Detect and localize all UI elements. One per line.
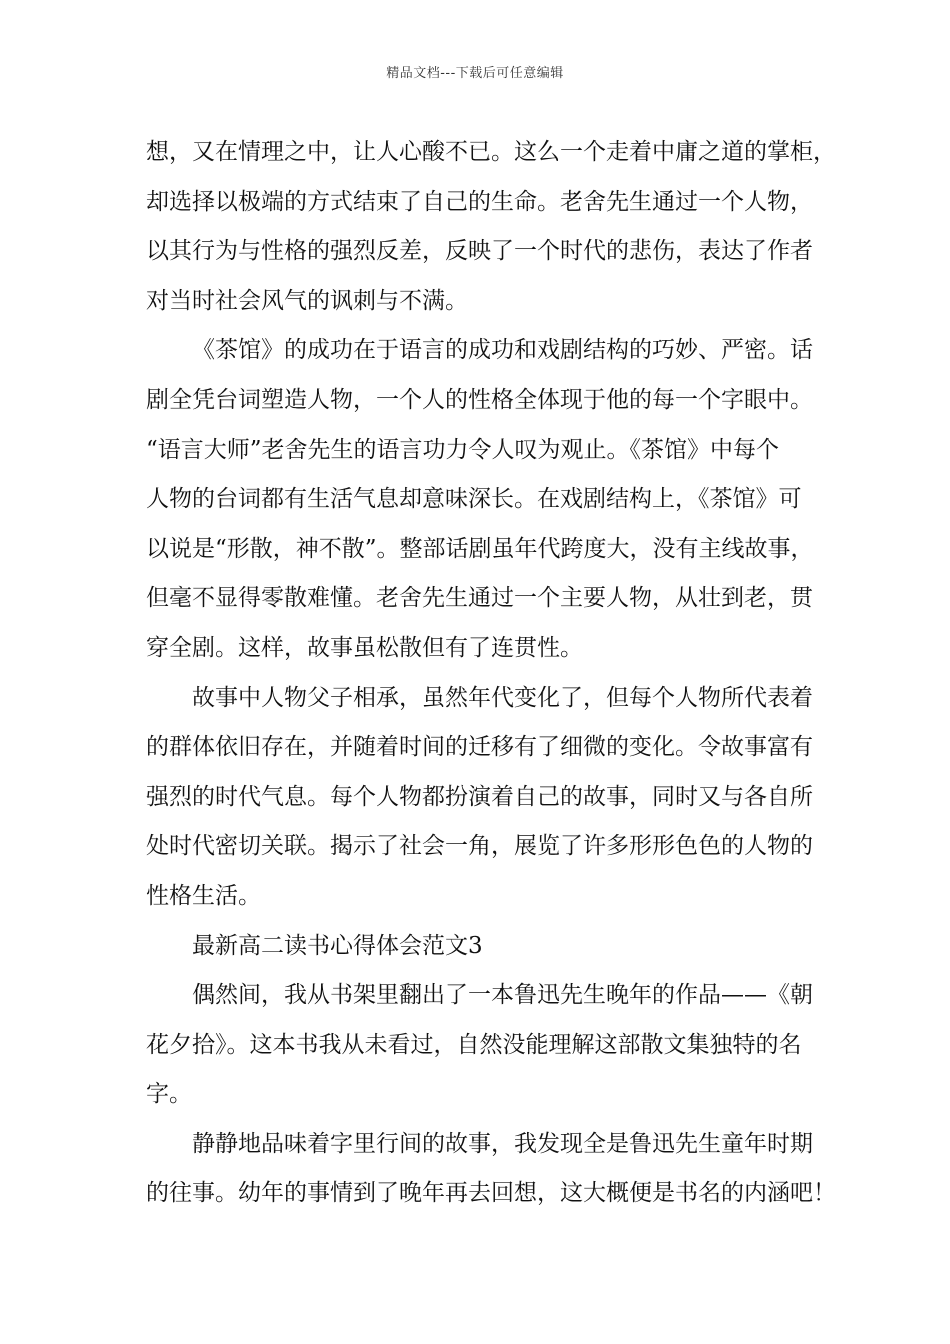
text-line: 故事中人物父子相承，虽然年代变化了，但每个人物所代表着 [192,684,813,711]
text-line: 《茶馆》的成功在于语言的成功和戏剧结构的巧妙、严密。话 [192,337,813,364]
text-line: 的群体依旧存在，并随着时间的迁移有了细微的变化。令故事富有 [146,734,813,761]
text-line: 静静地品味着字里行间的故事，我发现全是鲁迅先生童年时期 [192,1130,813,1157]
text-line: 但毫不显得零散难懂。老舍先生通过一个主要人物，从壮到老，贯 [146,585,813,612]
text-line: 字。 [146,1081,192,1108]
text-line: 的往事。幼年的事情到了晚年再去回想，这大概便是书名的内涵吧！ [146,1180,836,1207]
text-line: 人物的台词都有生活气息却意味深长。在戏剧结构上，《茶馆》可 [146,486,802,513]
text-line: 花夕拾》。这本书我从未看过，自然没能理解这部散文集独特的名 [146,1031,802,1058]
text-line: 偶然间，我从书架里翻出了一本鲁迅先生晚年的作品——《朝 [192,982,813,1009]
text-line: 以说是“形散，神不散”。整部话剧虽年代跨度大，没有主线故事， [146,535,814,562]
text-line: 对当时社会风气的讽刺与不满。 [146,287,468,314]
text-line: 性格生活。 [146,882,261,909]
text-line: “语言大师”老舍先生的语言功力令人叹为观止。《茶馆》中每个 [146,436,780,463]
text-line: 强烈的时代气息。每个人物都扮演着自己的故事，同时又与各自所 [146,783,813,810]
text-line: 却选择以极端的方式结束了自己的生命。老舍先生通过一个人物， [146,188,813,215]
text-line: 想，又在情理之中，让人心酸不已。这么一个走着中庸之道的掌柜， [146,139,836,165]
text-line: 剧全凭台词塑造人物，一个人的性格全体现于他的每一个字眼中。 [146,386,813,413]
text-line: 穿全剧。这样，故事虽松散但有了连贯性。 [146,634,583,661]
text-line: 处时代密切关联。揭示了社会一角，展览了许多形形色色的人物的 [146,833,813,860]
page-header: 精品文档---下载后可任意编辑 [386,66,564,81]
text-line: 以其行为与性格的强烈反差，反映了一个时代的悲伤，表达了作者 [146,238,813,265]
section-title: 最新高二读书心得体会范文3 [192,932,483,959]
document-body [146,128,836,1219]
